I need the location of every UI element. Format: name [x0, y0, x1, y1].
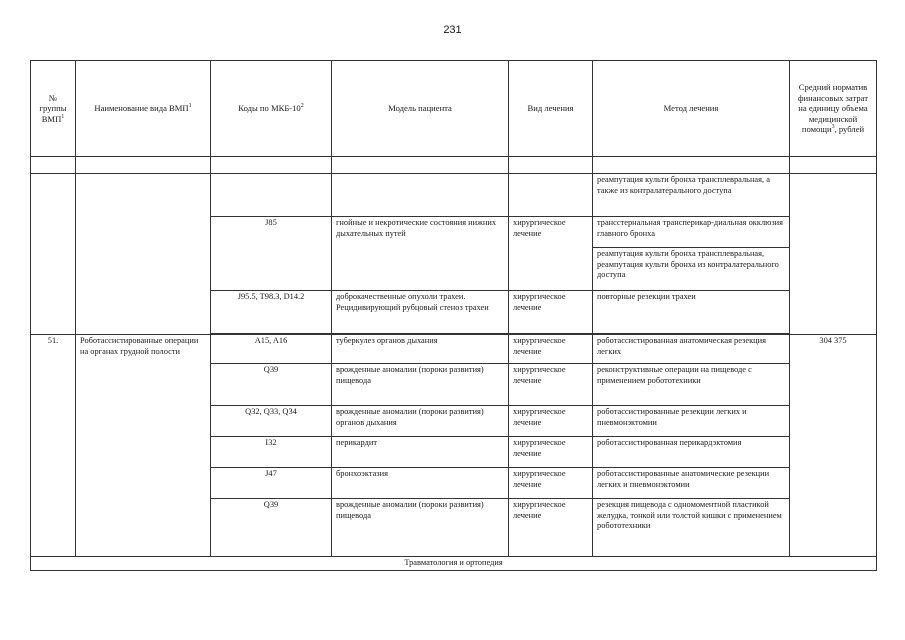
header-patient-model: Модель пациента — [332, 61, 509, 157]
group-number-cell: 51. — [31, 335, 76, 557]
method-cell: реконструктивные операции на пищеводе с применением робототехники — [593, 364, 790, 406]
header-icd-codes: Коды по МКБ-$10^2$ — [211, 61, 332, 157]
icd-code-cell: Q39 — [211, 364, 332, 406]
method-cell: повторные резекции трахеи — [593, 291, 790, 334]
page-number: 231 — [443, 24, 462, 36]
treatment-type-cell: хирургическое лечение — [509, 468, 593, 499]
header-group-number: № группы ВМП$^1$ — [31, 61, 76, 157]
icd-code-cell: I32 — [211, 437, 332, 468]
patient-model-cell: врожденные аномалии (пороки развития) пищевода — [332, 499, 509, 557]
icd-code-cell: J95.5, T98.3, D14.2 — [211, 291, 332, 334]
treatment-type-cell: хирургическое лечение — [509, 291, 593, 334]
table-row — [31, 335, 877, 364]
method-cell: реампутация культи бронха трансплевральная, а также из контралатерального доступа — [593, 174, 790, 217]
treatment-type-cell: хирургическое лечение — [509, 335, 593, 364]
method-cell: реампутация культи бронха трансплевральная, реампутация культи бронха из контралатерального доступа — [593, 248, 790, 291]
section-title: Травматология и ортопедия — [31, 557, 877, 571]
header-treatment-method: Метод лечения — [593, 61, 790, 157]
treatment-type-cell: хирургическое лечение — [509, 217, 593, 291]
treatment-type-cell: хирургическое лечение — [509, 437, 593, 468]
header-average-norm: Средний норматив финансовых затрат на единицу объема медицинской помощи$^3$, рублей — [790, 61, 877, 157]
method-cell: роботассистированная перикардэктомия — [593, 437, 790, 468]
treatment-type-cell: хирургическое лечение — [509, 406, 593, 437]
method-cell: роботассистированные анатомические резекции легких и пневмонэктомии — [593, 468, 790, 499]
patient-model-cell: врожденные аномалии (пороки развития) органов дыхания — [332, 406, 509, 437]
patient-model-cell: перикардит — [332, 437, 509, 468]
method-cell: трансстернальная трансперикар-диальная окклюзия главного бронха — [593, 217, 790, 248]
patient-model-cell: туберкулез органов дыхания — [332, 335, 509, 364]
method-cell: роботассистированные резекции легких и пневмонэктомии — [593, 406, 790, 437]
icd-code-cell: J47 — [211, 468, 332, 499]
medical-care-table — [30, 60, 877, 571]
method-cell: роботассистированная анатомическая резекция легких — [593, 335, 790, 364]
spacer-row — [31, 157, 877, 174]
icd-code-cell: Q32, Q33, Q34 — [211, 406, 332, 437]
norm-cell: 304 375 — [790, 335, 877, 557]
treatment-type-cell: хирургическое лечение — [509, 364, 593, 406]
table-row — [31, 174, 877, 217]
patient-model-cell: врожденные аномалии (пороки развития) пищевода — [332, 364, 509, 406]
care-name-cell: Роботассистированные операции на органах грудной полости — [76, 335, 211, 557]
icd-code-cell: Q39 — [211, 499, 332, 557]
patient-model-cell: доброкачественные опухоли трахеи. Рецидивирующий рубцовый стеноз трахеи — [332, 291, 509, 334]
header-treatment-type: Вид лечения — [509, 61, 593, 157]
patient-model-cell: гнойные и некротические состояния нижних дыхательных путей — [332, 217, 509, 291]
header-care-name: Наименование вида ВМП$^1$ — [76, 61, 211, 157]
treatment-type-cell: хирургическое лечение — [509, 499, 593, 557]
patient-model-cell: бронхоэктазия — [332, 468, 509, 499]
icd-code-cell: A15, A16 — [211, 335, 332, 364]
icd-code-cell: J85 — [211, 217, 332, 291]
method-cell: резекция пищевода с одномоментной пластикой желудка, тонкой или толстой кишки с применением робототехники — [593, 499, 790, 557]
header-row — [31, 61, 877, 157]
section-title-row — [31, 557, 877, 571]
